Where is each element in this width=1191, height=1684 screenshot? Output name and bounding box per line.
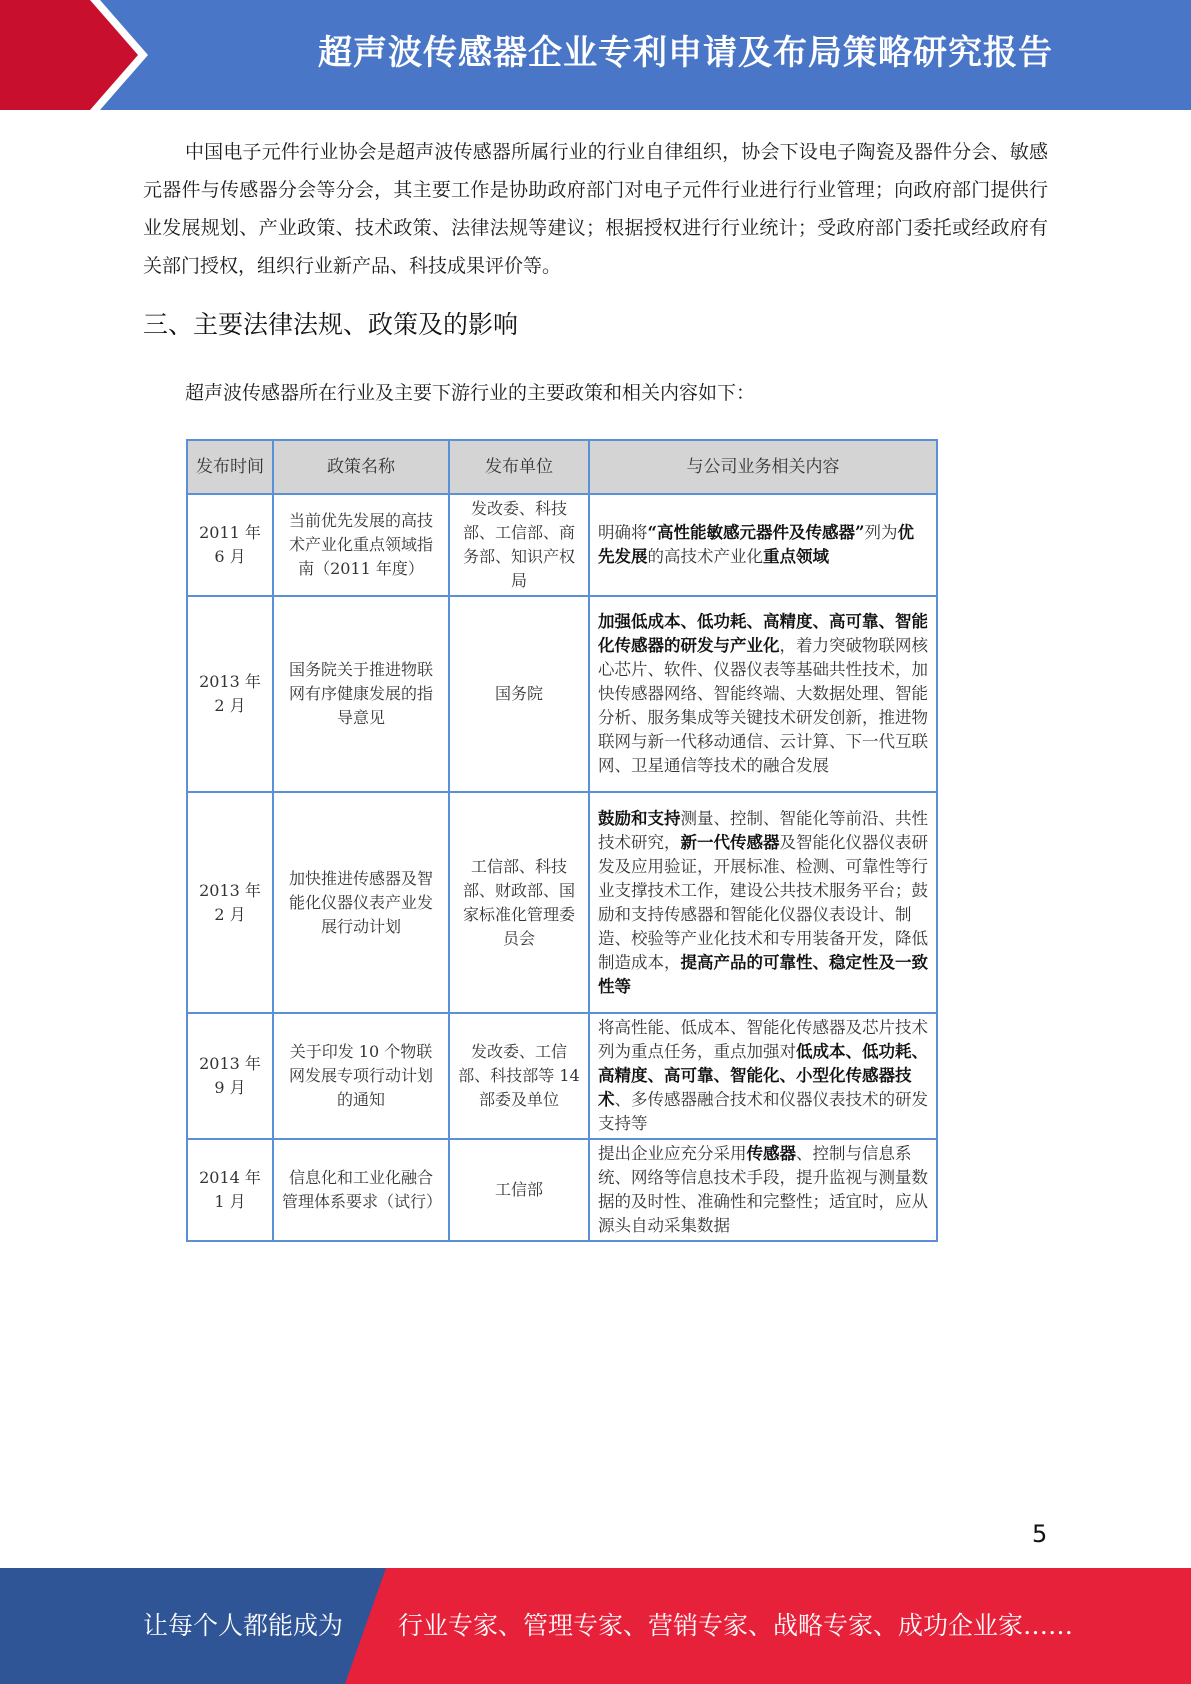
cell-content xyxy=(589,1139,937,1241)
content-emphasis: 新一代传感器 xyxy=(680,832,780,852)
content-text: 测量、控制、智能化等前沿、共性技术研究， xyxy=(598,808,928,852)
section-heading: 三、主要法律法规、政策及的影响 xyxy=(143,310,519,339)
content-text: 提出企业应充分采用 xyxy=(598,1144,747,1163)
cell-policy-name: 信息化和工业化融合管理体系要求（试行） xyxy=(273,1139,449,1241)
footer-slogan-right: 行业专家、管理专家、营销专家、战略专家、成功企业家…… xyxy=(398,1611,1074,1640)
content-emphasis: 重点领域 xyxy=(763,547,829,566)
cell-unit: 工信部、科技部、财政部、国家标准化管理委员会 xyxy=(449,792,589,1013)
cell-date: 2013 年 2 月 xyxy=(187,596,273,792)
cell-policy-name: 加快推进传感器及智能化仪器仪表产业发展行动计划 xyxy=(273,792,449,1013)
content-emphasis: 低成本、低功耗、高精度、高可靠、智能化、小型化传感器技术 xyxy=(598,1042,928,1109)
cell-unit: 发改委、科技部、工信部、商务部、知识产权局 xyxy=(449,494,589,596)
cell-date: 2013 年 2 月 xyxy=(187,792,273,1013)
cell-content xyxy=(589,792,937,1013)
intro-text: 超声波传感器所在行业及主要下游行业的主要政策和相关内容如下： xyxy=(185,382,756,404)
cell-unit: 国务院 xyxy=(449,596,589,792)
page-footer xyxy=(0,1568,1191,1684)
report-title: 超声波传感器企业专利申请及布局策略研究报告 xyxy=(318,33,1053,73)
content-emphasis: 传感器 xyxy=(746,1144,796,1163)
table-row xyxy=(187,1139,937,1241)
cell-content xyxy=(589,494,937,596)
content-text: 的高技术产业化 xyxy=(647,547,763,566)
page-header xyxy=(0,0,1191,110)
policy-table xyxy=(186,439,938,1242)
content-text: 、控制与信息系统、网络等信息技术手段，提升监视与测量数据的及时性、准确性和完整性；适宜时，应从源头自动采集数据 xyxy=(598,1144,928,1235)
cell-content xyxy=(589,1013,937,1139)
content-text: 列为 xyxy=(864,523,898,542)
content-text: 明确将 xyxy=(598,523,648,542)
content-text: 、多传感器融合技术和仪器仪表技术的研发支持等 xyxy=(598,1090,928,1133)
cell-policy-name: 关于印发 10 个物联网发展专项行动计划的通知 xyxy=(273,1013,449,1139)
cell-content xyxy=(589,596,937,792)
content-emphasis: 优先发展 xyxy=(598,523,914,566)
cell-policy-name: 当前优先发展的高技术产业化重点领域指南（2011 年度） xyxy=(273,494,449,596)
header-content: 与公司业务相关内容 xyxy=(589,440,937,494)
body-paragraph: 中国电子元件行业协会是超声波传感器所属行业的行业自律组织，协会下设电子陶瓷及器件分会、敏感元器件与传感器分会等分会，其主要工作是协助政府部门对电子元件行业进行行业管理；向政府部门提供行业发展规划、产业政策、技术政策、法律法规等建议；根据授权进行行业统计；受政府部门委托或经政府有关部门授权，组织行业新产品、科技成果评价等。 xyxy=(143,141,1048,277)
content-text: ，着力突破物联网核心芯片、软件、仪器仪表等基础共性技术，加快传感器网络、智能终端、大数据处理、智能分析、服务集成等关键技术研发创新，推进物联网与新一代移动通信、云计算、下一代互联网、卫星通信等技术的融合发展 xyxy=(598,636,928,775)
footer-slogan-left: 让每个人都能成为 xyxy=(143,1611,344,1640)
table-row xyxy=(187,596,937,792)
cell-unit: 工信部 xyxy=(449,1139,589,1241)
cell-unit: 发改委、工信部、科技部等 14 部委及单位 xyxy=(449,1013,589,1139)
cell-date: 2013 年 9 月 xyxy=(187,1013,273,1139)
cell-date: 2014 年 1 月 xyxy=(187,1139,273,1241)
table-row xyxy=(187,792,937,1013)
content-emphasis: 加强低成本、低功耗、高精度、高可靠、智能化传感器的研发与产业化 xyxy=(598,612,928,655)
table-header-row xyxy=(187,440,937,494)
header-policy-name: 政策名称 xyxy=(273,440,449,494)
content-emphasis: 提高产品的可靠性、稳定性及一致性等 xyxy=(598,952,928,996)
cell-policy-name: 国务院关于推进物联网有序健康发展的指导意见 xyxy=(273,596,449,792)
content-emphasis: 鼓励和支持 xyxy=(598,808,681,828)
page-number: 5 xyxy=(1032,1520,1048,1548)
cell-date: 2011 年 6 月 xyxy=(187,494,273,596)
header-date: 发布时间 xyxy=(187,440,273,494)
content-text: 将高性能、低成本、智能化传感器及芯片技术列为重点任务，重点加强对 xyxy=(598,1018,928,1061)
header-unit: 发布单位 xyxy=(449,440,589,494)
content-text: 及智能化仪器仪表研发及应用验证，开展标准、检测、可靠性等行业支撑技术工作，建设公共技术服务平台；鼓励和支持传感器和智能化仪器仪表设计、制造、校验等产业化技术和专用装备开发，降低制造成本， xyxy=(598,832,928,972)
table-row xyxy=(187,494,937,596)
content-emphasis: “高性能敏感元器件及传感器” xyxy=(647,523,865,542)
table-row xyxy=(187,1013,937,1139)
